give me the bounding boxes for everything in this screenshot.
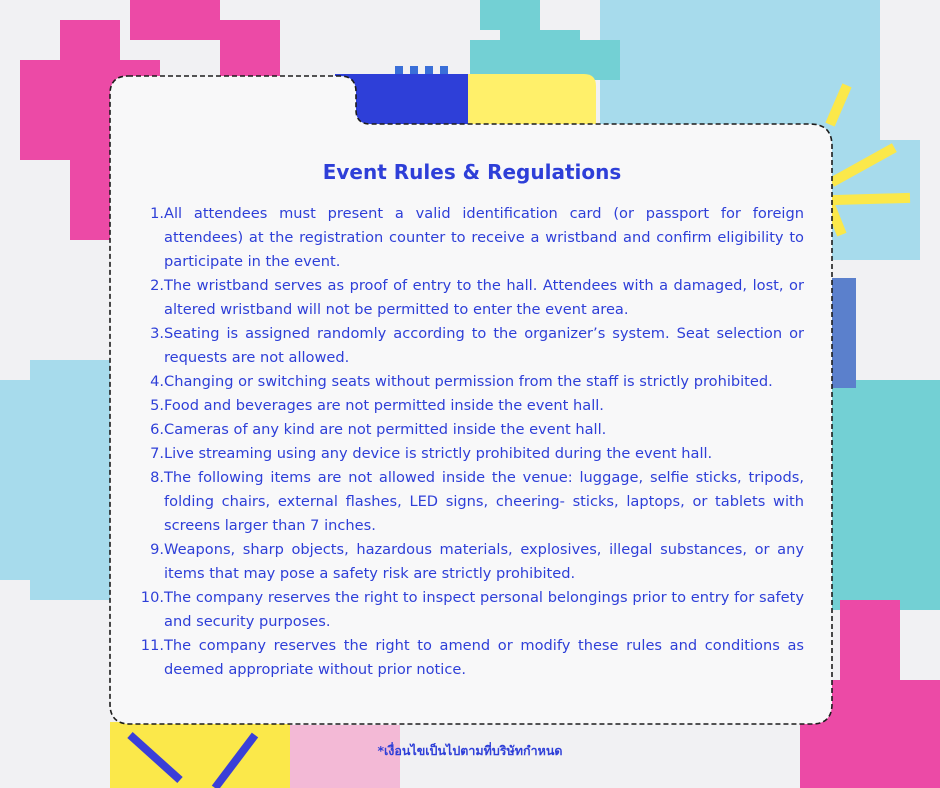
rule-item-9 bbox=[140, 538, 804, 586]
yellow-folder-tab bbox=[468, 74, 596, 126]
rule-item-4 bbox=[140, 370, 804, 394]
rule-item-8 bbox=[140, 466, 804, 538]
rule-text: The company reserves the right to inspect personal belongings prior to entry for safety and security purposes. bbox=[164, 589, 804, 630]
rule-item-1 bbox=[140, 202, 804, 274]
rule-text: Changing or switching seats without permission from the staff is strictly prohibited. bbox=[164, 373, 773, 390]
rule-number: 3. bbox=[150, 325, 164, 342]
rule-text: The company reserves the right to amend or modify these rules and conditions as deemed appropriate without prior notice. bbox=[164, 637, 804, 678]
rule-number: 1. bbox=[150, 205, 164, 222]
rule-text: Weapons, sharp objects, hazardous materials, explosives, illegal substances, or any items that may pose a safety risk are strictly prohibited. bbox=[164, 541, 804, 582]
rule-text: All attendees must present a valid identification card (or passport for foreign attendees) at the registration counter to receive a wristband and confirm eligibility to participate in the event. bbox=[164, 205, 804, 270]
rule-text: The wristband serves as proof of entry to the hall. Attendees with a damaged, lost, or altered wristband will not be permitted to enter the event area. bbox=[164, 277, 804, 318]
rule-item-5 bbox=[140, 394, 804, 418]
rule-number: 7. bbox=[150, 445, 164, 462]
rule-number: 9. bbox=[150, 541, 164, 558]
rule-item-6 bbox=[140, 418, 804, 442]
page-title: Event Rules & Regulations bbox=[322, 160, 622, 184]
rules-list bbox=[140, 202, 804, 682]
rule-item-3 bbox=[140, 322, 804, 370]
rule-text: Cameras of any kind are not permitted inside the event hall. bbox=[164, 421, 607, 438]
footnote: *เงื่อนไขเป็นไปตามที่บริษัทกำหนด bbox=[377, 743, 563, 758]
rule-text: The following items are not allowed inside the venue: luggage, selfie sticks, tripods, folding chairs, external flashes, LED signs, cheering- sticks, laptops, or tablets with screens larger than 7 inches. bbox=[164, 469, 804, 534]
rule-number: 6. bbox=[150, 421, 164, 438]
rule-item-7 bbox=[140, 442, 804, 466]
rule-number: 11. bbox=[140, 637, 164, 654]
rule-number: 5. bbox=[150, 397, 164, 414]
rule-item-10 bbox=[140, 586, 804, 634]
rule-number: 8. bbox=[150, 469, 164, 486]
rule-number: 4. bbox=[150, 373, 164, 390]
rule-number: 10. bbox=[140, 589, 164, 606]
rule-text: Food and beverages are not permitted inside the event hall. bbox=[164, 397, 604, 414]
rule-text: Live streaming using any device is strictly prohibited during the event hall. bbox=[164, 445, 713, 462]
rule-item-2 bbox=[140, 274, 804, 322]
rule-number: 2. bbox=[150, 277, 164, 294]
rules-content bbox=[140, 156, 804, 682]
rule-item-11 bbox=[140, 634, 804, 682]
rule-text: Seating is assigned randomly according to the organizer’s system. Seat selection or requests are not allowed. bbox=[164, 325, 804, 366]
